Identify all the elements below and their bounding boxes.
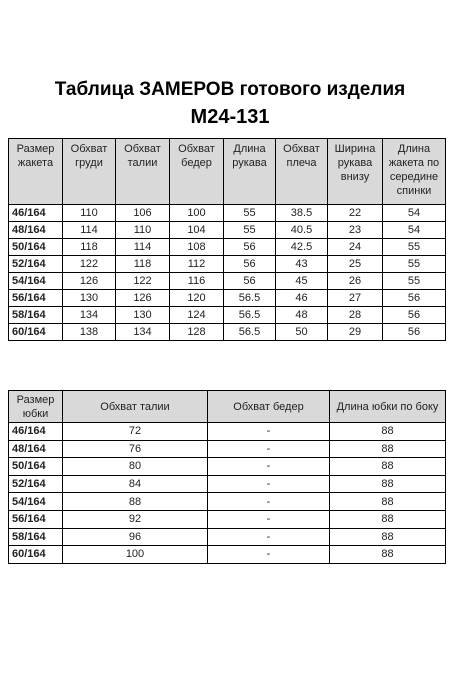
value-cell: 56.5 (224, 324, 276, 341)
header-cell: Обхват бедер (170, 139, 224, 205)
value-cell: 56.5 (224, 307, 276, 324)
size-cell: 54/164 (9, 493, 63, 511)
value-cell: 46 (276, 290, 328, 307)
value-cell: 22 (328, 205, 383, 222)
value-cell: 88 (330, 546, 446, 564)
value-cell: 56 (224, 256, 276, 273)
value-cell: 120 (170, 290, 224, 307)
size-cell: 46/164 (9, 423, 63, 441)
header-cell: Обхват талии (116, 139, 170, 205)
value-cell: - (208, 423, 330, 441)
header-cell: Обхват талии (63, 391, 208, 423)
value-cell: 43 (276, 256, 328, 273)
value-cell: 56 (383, 324, 446, 341)
table-row (9, 205, 446, 222)
header-cell: Размер жакета (9, 139, 63, 205)
table-row (9, 510, 446, 528)
value-cell: 88 (330, 423, 446, 441)
page-title: Таблица ЗАМЕРОВ готового изделия (54, 79, 406, 100)
value-cell: 88 (63, 493, 208, 511)
header-cell: Длина юбки по боку (330, 391, 446, 423)
value-cell: 88 (330, 458, 446, 476)
size-cell: 54/164 (9, 273, 63, 290)
size-cell: 48/164 (9, 440, 63, 458)
jacket-measurements-table (8, 138, 446, 341)
size-cell: 60/164 (9, 324, 63, 341)
value-cell: 42.5 (276, 239, 328, 256)
value-cell: 27 (328, 290, 383, 307)
value-cell: 126 (63, 273, 116, 290)
value-cell: 130 (63, 290, 116, 307)
value-cell: 100 (170, 205, 224, 222)
value-cell: 112 (170, 256, 224, 273)
table-row (9, 290, 446, 307)
table-row (9, 273, 446, 290)
value-cell: 76 (63, 440, 208, 458)
table-row (9, 440, 446, 458)
table-row (9, 256, 446, 273)
header-cell: Длина рукава (224, 139, 276, 205)
header-cell: Ширина рукава внизу (328, 139, 383, 205)
value-cell: 134 (116, 324, 170, 341)
value-cell: 92 (63, 510, 208, 528)
value-cell: 104 (170, 222, 224, 239)
table-row (9, 475, 446, 493)
table-header-row (9, 139, 446, 205)
value-cell: 124 (170, 307, 224, 324)
header-cell: Длина жакета по середине спинки (383, 139, 446, 205)
value-cell: 45 (276, 273, 328, 290)
table-row (9, 307, 446, 324)
value-cell: 128 (170, 324, 224, 341)
value-cell: 110 (63, 205, 116, 222)
value-cell: 88 (330, 475, 446, 493)
table-row (9, 423, 446, 441)
value-cell: 56 (383, 307, 446, 324)
value-cell: 56 (383, 290, 446, 307)
table-row (9, 239, 446, 256)
value-cell: 80 (63, 458, 208, 476)
value-cell: 72 (63, 423, 208, 441)
value-cell: 84 (63, 475, 208, 493)
table-row (9, 222, 446, 239)
jacket-table-body (9, 205, 446, 341)
value-cell: 110 (116, 222, 170, 239)
size-cell: 50/164 (9, 458, 63, 476)
value-cell: 114 (116, 239, 170, 256)
table-header-row (9, 391, 446, 423)
value-cell: 40.5 (276, 222, 328, 239)
skirt-measurements-table (8, 390, 446, 564)
value-cell: 138 (63, 324, 116, 341)
value-cell: 88 (330, 528, 446, 546)
table-row (9, 546, 446, 564)
value-cell: 56.5 (224, 290, 276, 307)
value-cell: 118 (116, 256, 170, 273)
value-cell: 48 (276, 307, 328, 324)
value-cell: - (208, 458, 330, 476)
value-cell: 28 (328, 307, 383, 324)
size-cell: 58/164 (9, 528, 63, 546)
size-cell: 56/164 (9, 290, 63, 307)
value-cell: 122 (116, 273, 170, 290)
value-cell: - (208, 440, 330, 458)
value-cell: 114 (63, 222, 116, 239)
value-cell: 88 (330, 440, 446, 458)
value-cell: 55 (383, 256, 446, 273)
value-cell: 88 (330, 510, 446, 528)
value-cell: - (208, 528, 330, 546)
value-cell: 55 (383, 273, 446, 290)
value-cell: 96 (63, 528, 208, 546)
header-cell: Размер юбки (9, 391, 63, 423)
model-number: М24-131 (190, 106, 270, 128)
size-cell: 60/164 (9, 546, 63, 564)
value-cell: 122 (63, 256, 116, 273)
value-cell: 116 (170, 273, 224, 290)
header-cell: Обхват бедер (208, 391, 330, 423)
value-cell: 23 (328, 222, 383, 239)
size-cell: 48/164 (9, 222, 63, 239)
value-cell: 130 (116, 307, 170, 324)
value-cell: - (208, 546, 330, 564)
size-cell: 52/164 (9, 475, 63, 493)
table-row (9, 528, 446, 546)
size-cell: 46/164 (9, 205, 63, 222)
value-cell: - (208, 475, 330, 493)
value-cell: 56 (224, 273, 276, 290)
value-cell: 55 (224, 205, 276, 222)
header-cell: Обхват плеча (276, 139, 328, 205)
header-cell: Обхват груди (63, 139, 116, 205)
size-cell: 52/164 (9, 256, 63, 273)
value-cell: 54 (383, 222, 446, 239)
value-cell: - (208, 510, 330, 528)
value-cell: 50 (276, 324, 328, 341)
value-cell: 55 (224, 222, 276, 239)
value-cell: 54 (383, 205, 446, 222)
value-cell: 38.5 (276, 205, 328, 222)
value-cell: 25 (328, 256, 383, 273)
value-cell: 29 (328, 324, 383, 341)
value-cell: 56 (224, 239, 276, 256)
value-cell: 126 (116, 290, 170, 307)
value-cell: 134 (63, 307, 116, 324)
value-cell: 88 (330, 493, 446, 511)
table-row (9, 493, 446, 511)
table-row (9, 458, 446, 476)
value-cell: 118 (63, 239, 116, 256)
size-cell: 58/164 (9, 307, 63, 324)
value-cell: 108 (170, 239, 224, 256)
value-cell: 24 (328, 239, 383, 256)
value-cell: 100 (63, 546, 208, 564)
skirt-table-body (9, 423, 446, 564)
size-cell: 56/164 (9, 510, 63, 528)
value-cell: 106 (116, 205, 170, 222)
table-row (9, 324, 446, 341)
size-cell: 50/164 (9, 239, 63, 256)
value-cell: 26 (328, 273, 383, 290)
value-cell: - (208, 493, 330, 511)
value-cell: 55 (383, 239, 446, 256)
